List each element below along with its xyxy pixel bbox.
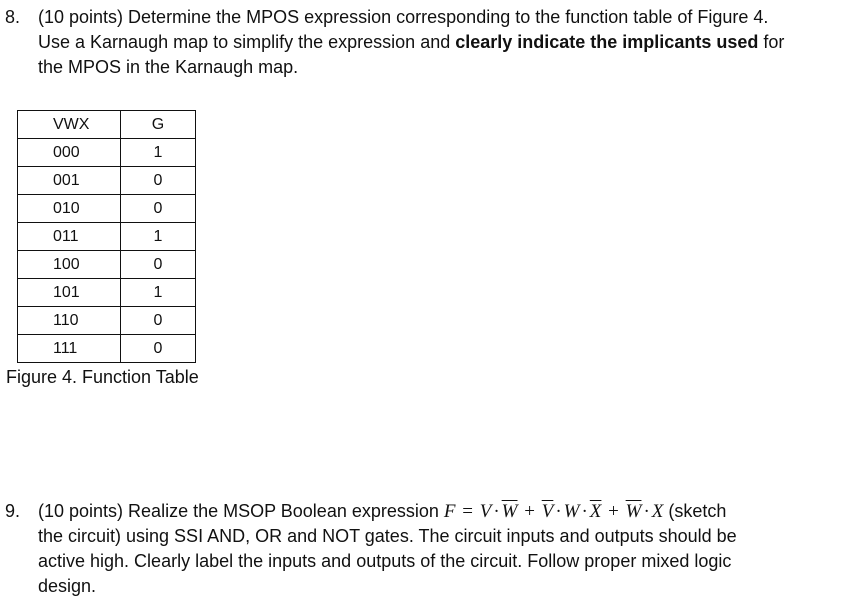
table-header-row <box>18 111 196 139</box>
expr-term2-x-bar: $\overline{X}$ <box>589 501 602 522</box>
question-9-line-1-start: (10 points) Realize the MSOP Boolean expression <box>38 501 444 521</box>
expr-term3-x: X <box>651 501 664 522</box>
table-cell-g: 0 <box>121 195 196 223</box>
expr-dot: · <box>643 501 650 522</box>
table-cell-vwx: 010 <box>18 195 121 223</box>
expr-plus: + <box>608 501 619 522</box>
table-row <box>18 279 196 307</box>
table-header-g: G <box>121 111 196 139</box>
table-cell-vwx: 111 <box>18 335 121 363</box>
question-8-line-2-end: for <box>758 32 785 52</box>
question-8-line-3: the MPOS in the Karnaugh map. <box>38 57 299 77</box>
table-row <box>18 335 196 363</box>
table-cell-vwx: 011 <box>18 223 121 251</box>
table-row <box>18 307 196 335</box>
expr-equals: = <box>462 501 473 522</box>
question-8-line-2 <box>38 30 863 55</box>
expr-term2-w: W <box>563 501 580 522</box>
table-row <box>18 167 196 195</box>
table-cell-g: 0 <box>121 251 196 279</box>
question-9-line-1-end: (sketch <box>663 501 727 521</box>
expr-dot: · <box>581 501 588 522</box>
table-cell-vwx: 000 <box>18 139 121 167</box>
table-cell-g: 0 <box>121 335 196 363</box>
table-row <box>18 223 196 251</box>
expr-term3-w-bar: $\overline{W}$ <box>625 501 642 522</box>
boolean-expression <box>444 501 664 522</box>
table-cell-g: 0 <box>121 167 196 195</box>
question-9-line-3: active high. Clearly label the inputs and outputs of the circuit. Follow proper mixed logic <box>38 551 732 571</box>
question-8-number: 8. <box>5 7 21 27</box>
expr-plus: + <box>524 501 535 522</box>
question-9-text <box>38 499 863 599</box>
table-cell-vwx: 001 <box>18 167 121 195</box>
expr-dot: · <box>493 501 500 522</box>
table-cell-vwx: 110 <box>18 307 121 335</box>
figure-caption: Figure 4. Function Table <box>6 367 199 387</box>
table-cell-g: 1 <box>121 139 196 167</box>
expr-term1-w-bar: $\overline{W}$ <box>501 501 518 522</box>
table-row <box>18 195 196 223</box>
table-row <box>18 251 196 279</box>
question-9-number: 9. <box>5 501 21 521</box>
question-9-line-1 <box>38 499 863 524</box>
question-8-line-1: (10 points) Determine the MPOS expression corresponding to the function table of Figure 4. <box>38 7 769 27</box>
expr-term1-v: V <box>479 501 492 522</box>
table-cell-g: 1 <box>121 223 196 251</box>
question-8-emphasis: clearly indicate the implicants used <box>455 32 759 52</box>
table-row <box>18 139 196 167</box>
table-cell-g: 0 <box>121 307 196 335</box>
expr-term2-v-bar: $\overline{V}$ <box>541 501 554 522</box>
expr-lhs: F <box>443 501 456 522</box>
table-cell-vwx: 100 <box>18 251 121 279</box>
question-9-line-2: the circuit) using SSI AND, OR and NOT gates. The circuit inputs and outputs should be <box>38 526 737 546</box>
table-header-vwx: VWX <box>18 111 121 139</box>
function-table <box>17 110 196 363</box>
question-8-line-2-start: Use a Karnaugh map to simplify the expression and <box>38 32 456 52</box>
table-cell-g: 1 <box>121 279 196 307</box>
table-cell-vwx: 101 <box>18 279 121 307</box>
expr-dot: · <box>555 501 562 522</box>
question-9-line-4: design. <box>38 576 97 596</box>
question-8-text <box>38 5 863 80</box>
